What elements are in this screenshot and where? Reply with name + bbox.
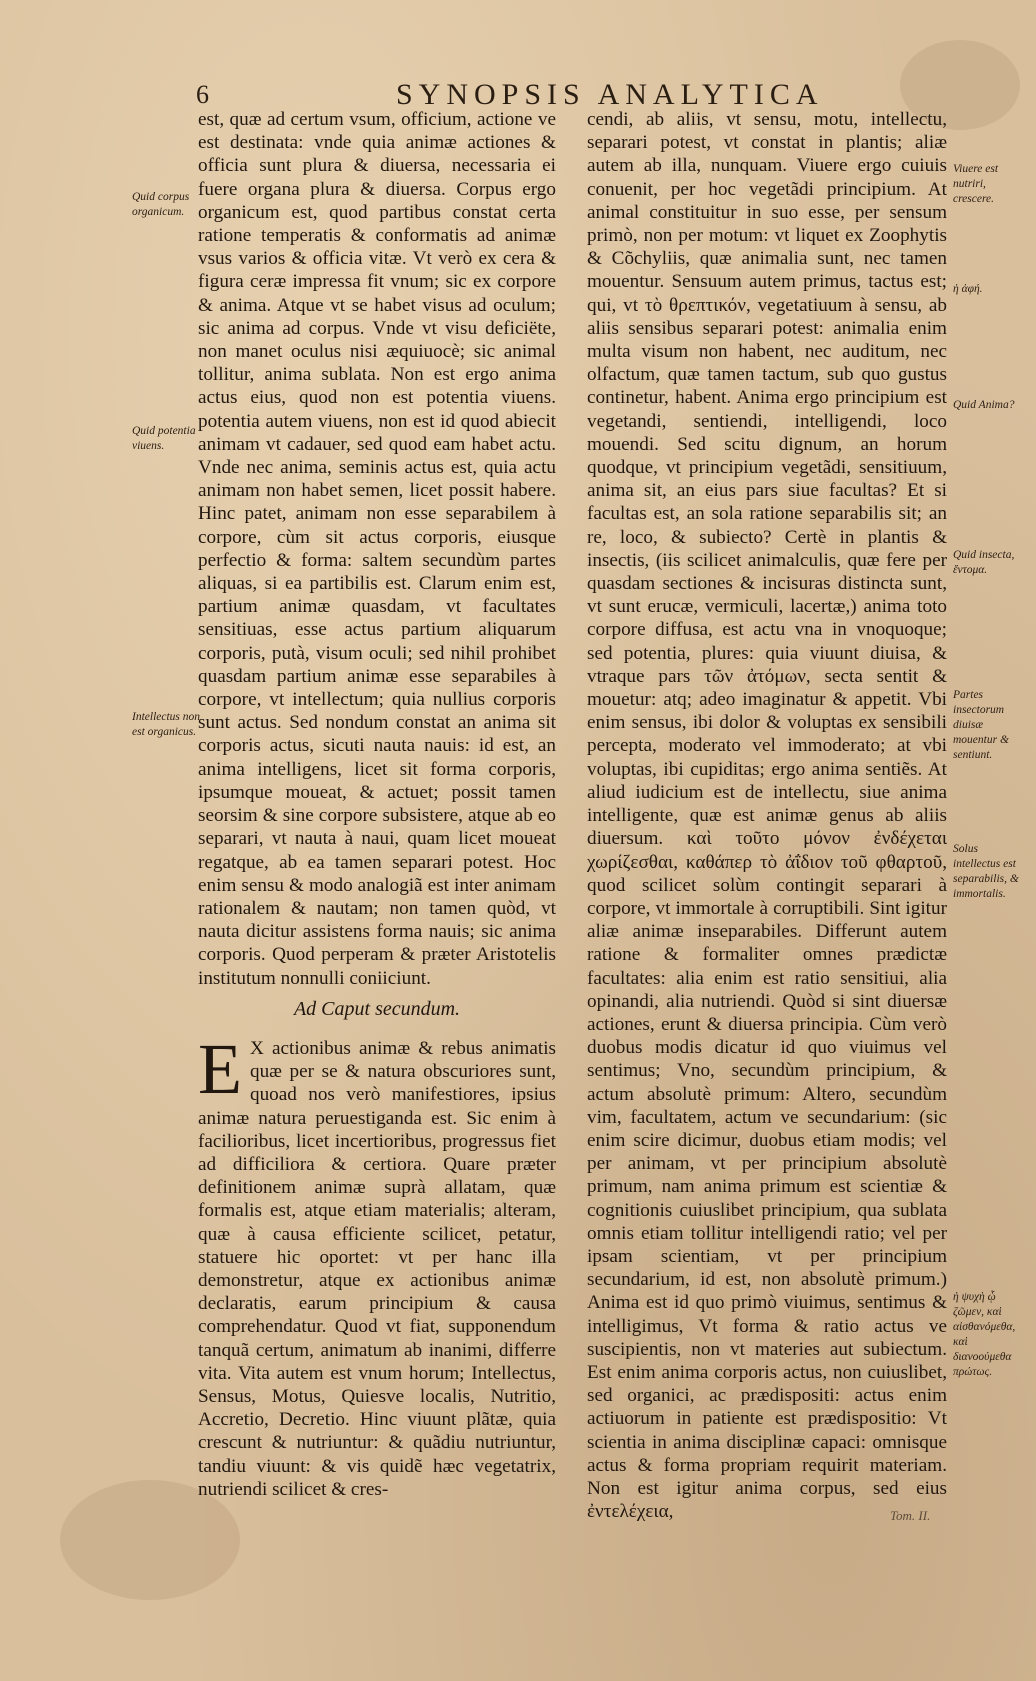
margin-gloss: Quid potentia viuens. (132, 425, 196, 452)
right-column (587, 108, 947, 1523)
margin-gloss: Solus intellectus est separabilis, & immortalis. (953, 843, 1019, 900)
left-paragraph-2 (198, 1028, 556, 1501)
running-title: SYNOPSIS ANALYTICA (396, 78, 824, 111)
left-column (198, 108, 556, 1501)
margin-gloss: ἡ ψυχὴ ᾧ ζῶμεν, καὶ αἰσθανόμεθα, καὶ διανοούμεθα πρώτως. (953, 1291, 1016, 1378)
margin-gloss: Partes insectorum diuisæ mouentur & sentiunt. (953, 689, 1009, 761)
left-paragraph-1: est, quæ ad certum vsum, officium, actione ve est destinata: vnde quia animæ actiones & officia sunt plura & diuersa, necessaria ei fuere organa plura & diuersa. Corpus ergo organicum est, quod partibus constat certa ratione temperatis & conformatis ad animæ vsus varios & officia vitæ. Vt verò ex cera & figura ceræ impressa fit vnum; sic ex corpore & anima. Atque vt se habet visus ad oculum; sic anima ad corpus. Vnde vt visu deficiëte, non manet oculus nisi æquiuocè; sic animal tollitur, anima sublata. Non est ergo anima actus eius, quod non est potentia viuens. potentia autem viuens, non est id quod abiecit animam vt cadauer, sed quod eam habet actu. Vnde nec anima, seminis actus est, quia actu animam non habet semen, licet possit habere. Hinc patet, animam non esse separabilem à corpore, cùm sit actus corporis, eiusque perfectio & forma: saltem secundùm partes aliquas, si ea partibilis est. Clarum enim est, partium animæ quasdam, vt facultates sensitiuas, esse actus partium aliquarum corporis, putà, visum oculi; sed nihil prohibet quasdam partium animæ esse separabiles à corpore, vt intellectum; quia nullius corporis sunt actus. Sed nondum constat an anima sit corporis actus, sicuti nauta nauis: id est, an anima intelligens, licet sit forma corporis, ipsumque moueat, & actuet; possit tamen seorsim & sine corpore subsistere, atque ab eo separari, vt nauta à naui, quam licet moueat regatque, ab ea tamen separari potest. Hoc enim sensu & modo analogiã est inter animam rationalem & nautam; non tamen quòd, vt nauta dicitur assistens forma nauis; sic anima corporis. Quod perperam & præter Aristotelis institutum nonnulli coniiciunt. (198, 109, 556, 989)
page-number: 6 (196, 80, 209, 109)
catchword: Tom. II. (890, 1508, 931, 1523)
drop-cap: E (198, 1028, 242, 1109)
chapter-subheading: Ad Caput secundum. (293, 997, 461, 1020)
margin-gloss: Quid corpus organicum. (132, 191, 190, 218)
margin-gloss: Intellectus non est organicus. (132, 711, 201, 738)
right-paragraph-1: cendi, ab aliis, vt sensu, motu, intellectu, separari potest, vt constat in plantis; aliæ autem ab illa, nunquam. Viuere ergo cuiuis conuenit, per hoc vegetãdi principium. At animal constituitur in suo esse, per sensum primò, non per motum: vt liquet ex Zoophytis & Cõchyliis, quæ animalia sunt, nec tamen mouentur. Sensuum autem primus, tactus est; qui, vt τὸ θρεπτικόν, vegetatiuum à sensu, ab aliis sensibus separari potest: animalia enim multa visum non habent, nec auditum, nec olfactum, quæ tamen tactum, sub quo gustus continetur, habent. Anima ergo principium est vegetandi, sentiendi, intelligendi, loco mouendi. Sed scitu dignum, an horum quodque, vt principium vegetãdi, sensitiuum, anima sit, an eius pars siue facultas? Et si facultas est, an sola ratione separabilis sit; an re, loco, & subiecto? Certè in plantis & insectis, (iis scilicet animalculis, quæ fere per quasdam sectiones & incisuras distincta sunt, vt sunt erucæ, vermiculi, lacertæ,) anima toto corpore diffusa, est actu vna in vnoquoque; sed potentia, plures: quia viuunt diuisa, & vtraque pars τῶν ἀτόμων, secta sentit & mouetur: atq; adeo imaginatur & appetit. Vbi enim sensus, ibi dolor & voluptas ex sensibili percepta, moderato vel immoderato; at vbi voluptas, ibi cupiditas; ergo anima sentiẽs. At aliud iudicium est de intellectu, siue anima intelligente, quæ est animæ genus ab aliis diuersum. καὶ τοῦτο μόνον ἐνδέχεται χωρίζεσθαι, καθάπερ τὸ ἀΐδιον τοῦ φθαρτοῦ, quod scilicet solùm contingit separari à corpore, vt immortale à corruptibili. Sint igitur aliæ animæ inseparabiles. Differunt autem ratione & formaliter omnes prædictæ facultates: alia enim est ratio sensitiui, alia opinandi, alia nutriendi. Quòd si sint diuersæ actiones, erunt & diuersa principia. Cùm verò duobus modis dicatur id quo viuimus vel sentimus; Vno, secundùm principium, & actum absolutè primum: Altero, secundùm vim, facultatem, actum ve secundarium: (sic enim scire dicimur, duobus etiam modis; vel per animam, vt per principium absolutè primum, nam anima primum est scientiæ & cognitionis cuiuslibet principium, qua sublata omnis etiam tollitur intelligendi ratio; vel per ipsam scientiam, vt per principium secundarium, id est, non absolutè primum.) Anima est id quo primò viuimus, sentimus & intelligimus, Vt forma & ratio actus ve suscipientis, non vt materies aut subiectum. Est enim anima corporis actus, non cuiuslibet, sed organici, ac prædispositi: actus enim actiuorum in patiente est prædispositio: Vt scientia in anima disciplinæ capaci: omnisque actus & forma propriam requirit materiam. Non est igitur anima corpus, sed eius ἐντελέχεια, (587, 109, 947, 1523)
margin-gloss: Quid insecta, ἔντομα. (953, 549, 1015, 576)
margin-gloss: ἡ ἀφή. (953, 283, 983, 295)
margin-gloss: Quid Anima? (953, 399, 1015, 411)
margin-gloss: Viuere est nutriri, crescere. (953, 163, 999, 205)
left-paragraph-2-text: X actionibus animæ & rebus animatis quæ per se & natura obscuriores sunt, quoad nos verò manifestiores, ipsius animæ natura peruestiganda est. Sic enim à facilioribus, licet incertioribus, progressus fiet ad difficiliora & certiora. Quare præter definitionem animæ suprà allatam, quæ formalis est, atque etiam materialis; alteram, quæ à causa efficiente scilicet, petatur, statuere hic oportet: vt per hanc illa demonstretur, atque ex actionibus animæ declaratis, earum principium & causa comprehendatur. Quod vt fiat, supponendum tanquã certum, animatum ab inanimi, differre vita. Vita autem est vnum horum; Intellectus, Sensus, Motus, Quiesve localis, Nutritio, Accretio, Decretio. Hinc viuunt plãtæ, quia crescunt & nutriuntur: & quãdiu nutriuntur, tandiu viuunt: & vis quidẽ hæc vegetatrix, nutriendi scilicet & cres- (198, 1037, 556, 1500)
